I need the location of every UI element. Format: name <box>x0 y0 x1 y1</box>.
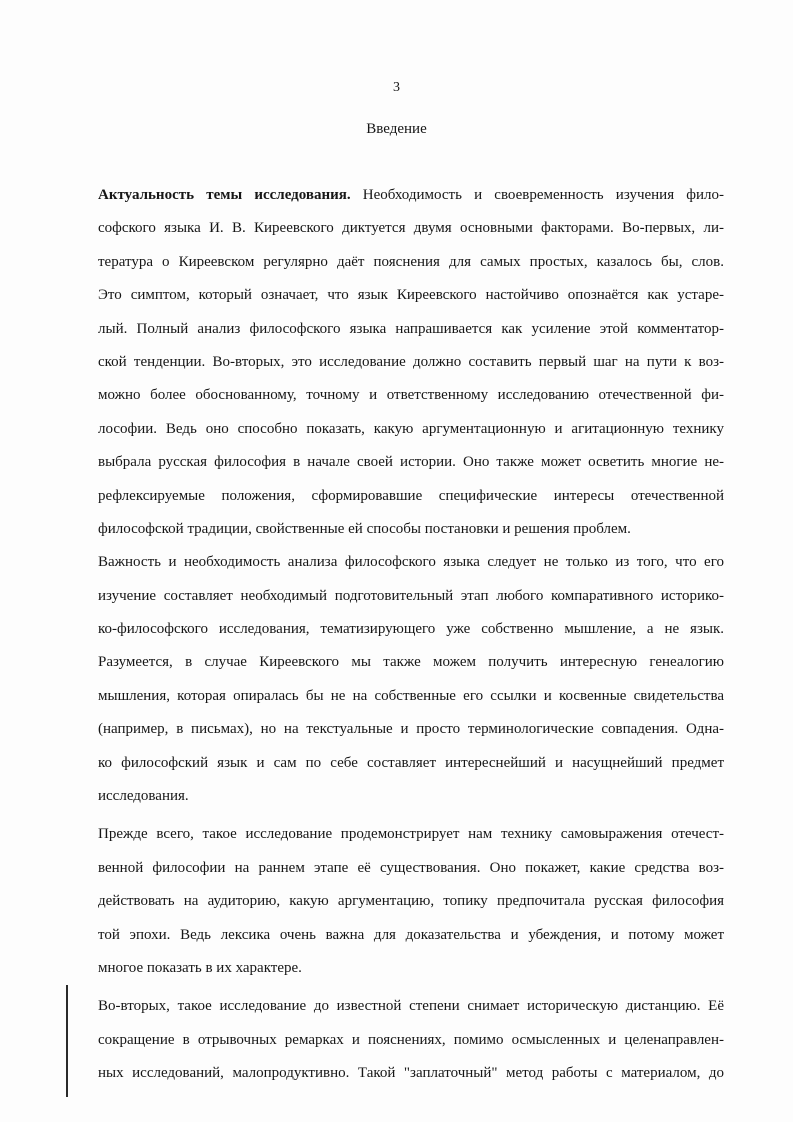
text-line: Это симптом, который означает, что язык Киреевского настойчиво опознаётся как устаре- <box>98 287 724 304</box>
text-line: лый. Полный анализ философского языка напрашивается как усиление этой комментатор- <box>98 320 724 337</box>
text-line: действовать на аудиторию, какую аргументацию, топику предпочитала русская философия <box>98 893 724 910</box>
section-heading: Введение <box>366 121 427 137</box>
text-line: Разумеется, в случае Киреевского мы также можем получить интересную генеалогию <box>98 654 724 671</box>
text-line: можно более обоснованному, точному и ответственному исследованию отечественной фи- <box>98 387 724 404</box>
text-line: мышления, которая опиралась бы не на собственные его ссылки и косвенные свидетельства <box>98 687 724 704</box>
text-line: ко философский язык и сам по себе составляет интереснейший и насущнейший предмет <box>98 754 724 771</box>
text-line: Прежде всего, такое исследование продемонстрирует нам технику самовыражения отечест- <box>98 826 724 843</box>
text-line: философской традиции, свойственные ей способы постановки и решения проблем. <box>98 520 631 537</box>
text-line: многое показать в их характере. <box>98 959 302 976</box>
text-line-content: Необходимость и своевременность изучения фило- <box>350 187 724 203</box>
text-line: тература о Киреевском регулярно даёт пояснения для самых простых, казалось бы, слов. <box>98 253 724 270</box>
text-line: ных исследований, малопродуктивно. Такой "заплаточный" метод работы с материалом, до <box>98 1065 724 1082</box>
text-line: сокращение в отрывочных ремарках и пояснениях, помимо осмысленных и целенаправлен- <box>98 1031 724 1048</box>
text-line: Во-вторых, такое исследование до известной степени снимает историческую дистанцию. Её <box>98 998 724 1015</box>
text-line: исследования. <box>98 788 189 805</box>
text-line: изучение составляет необходимый подготовительный этап любого компаративного историко- <box>98 587 724 604</box>
text-line <box>98 179 724 212</box>
text-line: той эпохи. Ведь лексика очень важна для доказательства и убеждения, и потому может <box>98 926 724 943</box>
text-line: ской тенденции. Во-вторых, это исследование должно составить первый шаг на пути к воз- <box>98 353 724 370</box>
text-line: венной философии на раннем этапе её существования. Оно покажет, какие средства воз- <box>98 859 724 876</box>
text-line: софского языка И. В. Киреевского диктуется двумя основными факторами. Во-первых, ли- <box>98 220 724 237</box>
lead-phrase: Актуальность темы исследования. <box>98 187 351 203</box>
margin-rule <box>66 985 68 1097</box>
text-line: лософии. Ведь оно способно показать, какую аргументационную и агитационную технику <box>98 420 724 437</box>
text-line: (например, в письмах), но на текстуальные и просто терминологические совпадения. Одна- <box>98 721 724 738</box>
text-line: рефлексируемые положения, сформировавшие специфические интересы отечественной <box>98 487 724 504</box>
page-number: 3 <box>393 80 400 95</box>
body-text <box>98 179 724 1091</box>
text-line: Важность и необходимость анализа философского языка следует не только из того, что его <box>98 554 724 571</box>
text-line: выбрала русская философия в начале своей истории. Оно также может осветить многие не- <box>98 454 724 471</box>
text-line: ко-философского исследования, тематизирующего уже собственно мышление, а не язык. <box>98 621 724 638</box>
